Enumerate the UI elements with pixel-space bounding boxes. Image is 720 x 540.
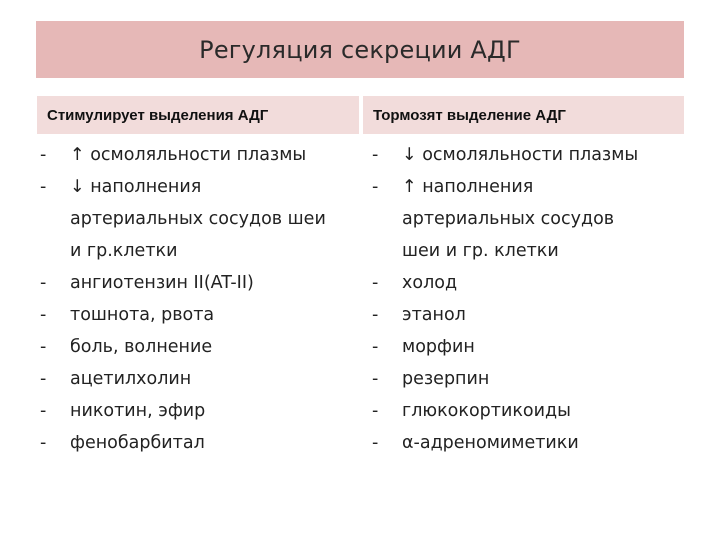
inhibitor-item-text [402,331,672,363]
inhibitor-item-line: артериальных сосудов [402,209,615,229]
stimulator-item-line: боль, волнение [70,337,213,357]
inhibitor-item-text [402,395,672,427]
bullet-dash: - [40,145,47,165]
inhibitor-item [372,139,672,171]
stimulator-item [40,363,358,395]
inhibitors-list [372,139,672,459]
stimulator-item-line: никотин, эфир [70,401,206,421]
inhibitor-item-text [402,267,672,299]
inhibitor-item [372,331,672,363]
inhibitor-item [372,299,672,331]
bullet-dash: - [40,305,47,325]
stimulator-item-line: тошнота, рвота [70,305,215,325]
bullet-dash: - [40,337,47,357]
inhibitor-item-line: этанол [402,305,466,325]
inhibitor-item-text [402,363,672,395]
page-title: Регуляция секреции АДГ [199,35,521,64]
bullet-dash: - [372,337,379,357]
stimulator-item-text [70,299,358,331]
stimulators-header: Стимулирует выделения АДГ [37,96,359,134]
inhibitor-item-line: α-адреномиметики [402,433,579,453]
stimulator-item-line: ↓ наполнения [70,177,202,197]
stimulator-item [40,299,358,331]
bullet-dash: - [40,401,47,421]
inhibitor-item [372,427,672,459]
stimulator-item-line: фенобарбитал [70,433,205,453]
inhibitor-item-line: ↓ осмоляльности плазмы [402,145,639,165]
stimulator-item-text [70,267,358,299]
stimulator-item-text [70,171,358,267]
stimulator-item-line: ↑ осмоляльности плазмы [70,145,307,165]
inhibitors-header: Тормозят выделение АДГ [363,96,684,134]
bullet-dash: - [372,177,379,197]
stimulator-item-text [70,363,358,395]
stimulator-item [40,139,358,171]
inhibitor-item-line: глюкокортикоиды [402,401,571,421]
stimulator-item [40,267,358,299]
bullet-dash: - [40,433,47,453]
stimulator-item-line: ангиотензин II(AT-II) [70,273,254,293]
bullet-dash: - [372,401,379,421]
bullet-dash: - [372,433,379,453]
inhibitor-item-text [402,299,672,331]
inhibitor-item [372,363,672,395]
stimulator-item [40,171,358,267]
inhibitor-item [372,267,672,299]
stimulator-item-line: артериальных сосудов шеи [70,209,326,229]
stimulator-item-text [70,331,358,363]
stimulator-item-text [70,139,358,171]
inhibitor-item-line: шеи и гр. клетки [402,241,559,261]
inhibitor-item-line: резерпин [402,369,490,389]
stimulator-item [40,331,358,363]
stimulator-item [40,395,358,427]
bullet-dash: - [372,369,379,389]
stimulator-item-text [70,427,358,459]
stimulator-item-text [70,395,358,427]
inhibitor-item-text [402,171,672,267]
stimulator-item-line: и гр.клетки [70,241,178,261]
bullet-dash: - [40,273,47,293]
bullet-dash: - [372,305,379,325]
stimulator-item [40,427,358,459]
stimulators-list [40,139,358,459]
bullet-dash: - [40,369,47,389]
inhibitor-item-line: морфин [402,337,475,357]
inhibitor-item [372,395,672,427]
title-bar [36,21,684,78]
inhibitor-item-text [402,139,672,171]
bullet-dash: - [372,145,379,165]
inhibitor-item-line: ↑ наполнения [402,177,534,197]
bullet-dash: - [372,273,379,293]
inhibitor-item-line: холод [402,273,458,293]
bullet-dash: - [40,177,47,197]
inhibitor-item [372,171,672,267]
stimulator-item-line: ацетилхолин [70,369,192,389]
inhibitor-item-text [402,427,672,459]
